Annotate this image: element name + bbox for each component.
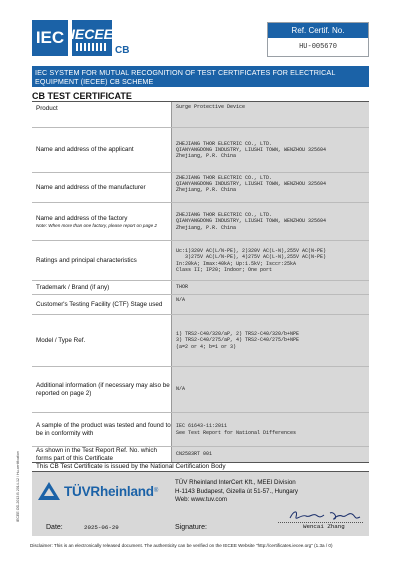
tuv-logo-text: TÜVRheinland [64, 483, 154, 499]
value-model: 1) TRS2-C40/320/aP, 2) TRS2-C40/320/b+NPE 3) TRS2-C40/275/aP, 4) TRS2-C40/275/b+NPE (a=2 or 4; b=1 or 3) [171, 315, 369, 366]
issuer-footer [32, 472, 369, 536]
label-factory-group [32, 203, 171, 240]
header-logos [32, 18, 129, 56]
scheme-banner: IEC SYSTEM FOR MUTUAL RECOGNITION OF TEST CERTIFICATES FOR ELECTRICAL EQUIPMENT (IECEE) CB SCHEME [32, 66, 369, 87]
value-factory: ZHEJIANG THOR ELECTRIC CO., LTD. QIANYANGDONG INDUSTRY, LIUSHI TOWN, WENZHOU 325604 Zhejiang, P.R. China [171, 203, 369, 240]
cb-logo: CB [115, 45, 130, 56]
tuv-rheinland-logo [38, 482, 158, 500]
value-product: Surge Protective Device [171, 102, 369, 127]
registered-mark: ® [153, 488, 159, 494]
label-factory-note: Note: When more than one factory, please report on page 2 [36, 222, 157, 228]
label-product: Product [36, 105, 58, 112]
label-applicant: Name and address of the applicant [36, 146, 134, 153]
tuv-triangle-icon [38, 482, 60, 500]
certificate-title: CB TEST CERTIFICATE [32, 91, 369, 102]
side-form-reference: IECEE OD-2013 B 2014-12 / Hu-certification [16, 451, 20, 522]
date-label: Date: [46, 524, 63, 531]
label-model: Model / Type Ref. [36, 336, 86, 344]
value-manufacturer: ZHEJIANG THOR ELECTRIC CO., LTD. QIANYANGDONG INDUSTRY, LIUSHI TOWN, WENZHOU 325604 Zhejiang, P.R. China [171, 173, 369, 202]
iec-logo-text: IEC [35, 28, 65, 47]
ref-certificate-number: HU-005670 [299, 43, 337, 51]
signatory-name: Wencai Zhang [303, 523, 345, 530]
issued-by-statement: This CB Test Certificate is issued by the National Certification Body [32, 462, 369, 472]
value-ratings: Uc:1)320V AC(L/N-PE), 2)320V AC(L-N),255V AC(N-PE) 3)275V AC(L/N-PE), 4)275V AC(L-N),255V AC(N-PE) In:20kA; Imax:40kA; Up:1.5kV; Isccr:25kA Class II; IP20; Indoor; One port [171, 241, 369, 280]
row-applicant [32, 127, 369, 172]
ref-certificate-box [267, 22, 369, 57]
row-model [32, 314, 369, 366]
date-value: 2025-06-29 [84, 524, 119, 531]
row-report [32, 446, 369, 462]
issuer-web: Web: www.tuv.com [175, 496, 228, 504]
iecee-stripes-icon [76, 43, 108, 51]
row-manufacturer [32, 172, 369, 202]
label-manufacturer: Name and address of the manufacturer [36, 183, 146, 191]
value-trademark: THOR [171, 281, 369, 294]
iec-logo [32, 20, 68, 56]
row-sample [32, 412, 369, 446]
signature-label: Signature: [175, 524, 207, 531]
ref-certificate-title: Ref. Certif. No. [268, 23, 368, 38]
row-factory [32, 202, 369, 240]
label-ratings: Ratings and principal characteristics [36, 256, 137, 264]
issuer-address-block [175, 479, 298, 505]
value-sample: IEC 61643-11:2011 See Test Report for National Differences [171, 413, 369, 446]
iecee-logo [72, 20, 112, 56]
disclaimer: Disclaimer: This is an electronically released document. The authenticity can be verified on the IECEE Website "http://certificates.iecee.org" (1.3a / 0) [30, 543, 333, 548]
value-additional: N/A [171, 367, 369, 412]
row-additional [32, 366, 369, 412]
label-trademark: Trademark / Brand (if any) [36, 283, 110, 291]
issuer-name: TÜV Rheinland InterCert Kft., MEEI Division [175, 479, 296, 486]
label-additional: Additional information (if necessary may also be reported on page 2) [36, 381, 170, 397]
row-ratings [32, 240, 369, 280]
row-ctf [32, 294, 369, 314]
value-ctf: N/A [171, 295, 369, 314]
label-sample: A sample of the product was tested and found to be in conformity with [36, 421, 171, 437]
row-trademark [32, 280, 369, 294]
label-factory: Name and address of the factory [36, 214, 128, 222]
row-product [32, 102, 369, 127]
label-ctf: Customer's Testing Facility (CTF) Stage used [36, 300, 163, 308]
value-applicant: ZHEJIANG THOR ELECTRIC CO., LTD. QIANYANGDONG INDUSTRY, LIUSHI TOWN, WENZHOU 325604 Zhejiang, P.R. China [171, 128, 369, 172]
iecee-logo-text: IECEE [71, 26, 114, 42]
value-report: CN2583RT 001 [171, 447, 369, 462]
label-report: As shown in the Test Report Ref. No. which forms part of this Certificate [36, 446, 157, 462]
issuer-address: H-1143 Budapest, Gizella út 51-57., Hungary [175, 487, 299, 495]
